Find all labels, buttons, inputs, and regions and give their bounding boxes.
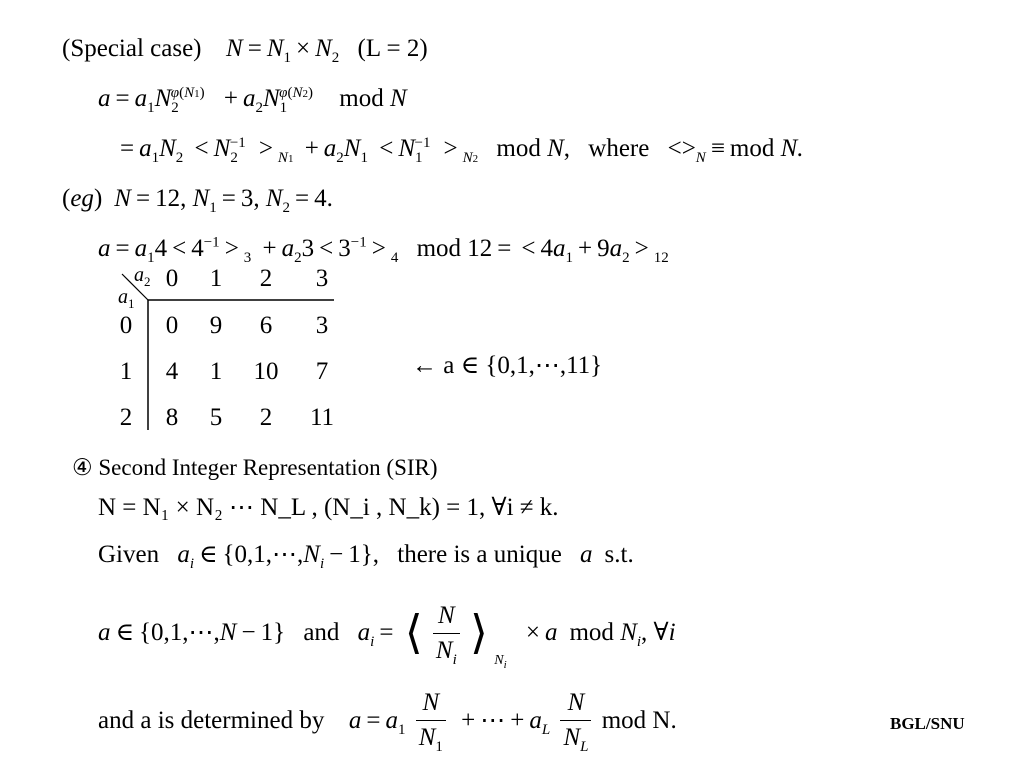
special-case-line: (Special case) $N = N_1 \times N_2$ (L = 2) — [62, 35, 428, 66]
table-cell: 1 — [209, 358, 223, 385]
example-line: (eg) N = 12, $N_1 = 3$, $N_2 = 4$. — [62, 185, 333, 216]
table-cell: 3 — [315, 312, 329, 339]
example-formula-line: $a = a_14 < 4^{-1} > _3 + a_23 < 3^{-1} > _4$ mod 12 = < $4a_1 + 9a_2 > _{12}$ — [98, 234, 669, 266]
row-label: 0 — [119, 312, 133, 339]
row-label: 1 — [119, 358, 133, 385]
sir-determination-line: and a is determined by $a = a_1$ $\frac{N}{N_1}$ + ⋯ + $a_L$ $\frac{N}{N_L}$ mod N. — [98, 689, 677, 755]
sir-condition-line: a ∈ {0,1,⋯,N − 1} and $a_i$ = ⟨ $\frac{N}{N_i}$ ⟩ $N_i \times a$ mod $N_i$, ∀i — [98, 601, 676, 671]
footer-label: BGL/SNU — [890, 714, 965, 733]
column-header: 2 — [259, 265, 273, 292]
column-header: 1 — [209, 265, 223, 292]
range-note: ← a ∈ {0,1,⋯,11} — [412, 352, 603, 379]
section-number: ④ — [72, 455, 93, 480]
table-cell: 10 — [253, 358, 279, 385]
row-label: 2 — [119, 404, 133, 431]
formula-line-expanded: = $a_1N_2 < N_2^{-1} > _{N1} + a_2N_1 < N_1^{-1} > _{N2}$ mod N, where $<>_N$ ≡ mod N. — [120, 134, 804, 166]
table-cell: 5 — [209, 404, 223, 431]
table-cell: 4 — [165, 358, 179, 385]
table-cell: 9 — [209, 312, 223, 339]
row-header-label: $a_1$ — [118, 286, 135, 311]
table-cell: 2 — [259, 404, 273, 431]
sir-given-line: Given $a_i$ ∈ $\{0,1,\cdots,N_i - 1\}$, there is a unique a s.t. — [98, 541, 634, 572]
column-header: 3 — [315, 265, 329, 292]
table-cell: 8 — [165, 404, 179, 431]
section-title: Second Integer Representation (SIR) — [98, 455, 438, 480]
table-cell: 11 — [309, 404, 335, 431]
table-cell: 7 — [315, 358, 329, 385]
section-heading — [72, 453, 438, 483]
sir-definition-line: N = N₁ × N₂ ⋯ N_L , (N_i , N_k) = 1, ∀i ≠ k. — [98, 494, 559, 521]
column-header: 0 — [165, 265, 179, 292]
table-cell: 0 — [165, 312, 179, 339]
formula-line-a: $a = a_1N_2^{\varphi(N1)} + a_2N_1^{\varphi(N2)}$ mod N — [98, 84, 407, 116]
table-cell: 6 — [259, 312, 273, 339]
col-header-label: $a_2$ — [134, 264, 151, 289]
